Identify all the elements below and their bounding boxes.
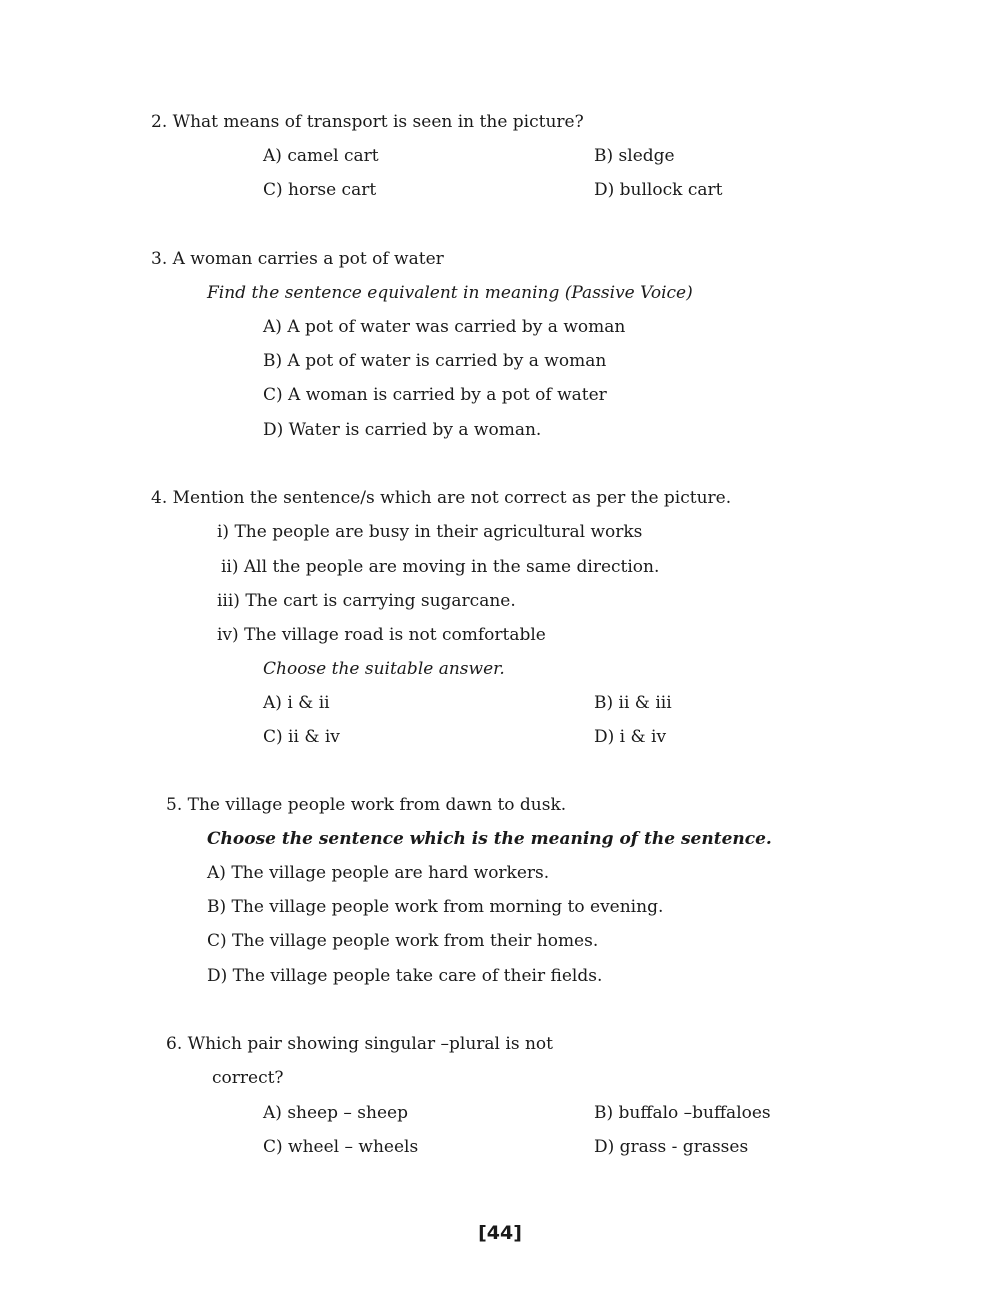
question-5-text: 5. The village people work from dawn to dusk. [166, 795, 567, 815]
q4-instruction: Choose the suitable answer. [263, 659, 505, 679]
q4-option-d[interactable]: D) i & iv [594, 727, 667, 747]
q5-option-d[interactable]: D) The village people take care of their fields. [207, 966, 603, 986]
q2-option-b[interactable]: B) sledge [594, 146, 675, 166]
question-3-text: 3. A woman carries a pot of water [151, 249, 444, 269]
q4-statement-iii: iii) The cart is carrying sugarcane. [217, 591, 516, 611]
q5-option-a[interactable]: A) The village people are hard workers. [207, 863, 550, 883]
question-6-text-continued: correct? [212, 1068, 284, 1088]
q4-option-b[interactable]: B) ii & iii [594, 693, 672, 713]
question-6-text: 6. Which pair showing singular –plural is not [166, 1034, 553, 1054]
q4-option-c[interactable]: C) ii & iv [263, 727, 340, 747]
q6-option-b[interactable]: B) buffalo –buffaloes [594, 1103, 771, 1123]
q6-option-d[interactable]: D) grass - grasses [594, 1137, 749, 1157]
q4-statement-iv: iv) The village road is not comfortable [217, 625, 546, 645]
q3-instruction: Find the sentence equivalent in meaning (Passive Voice) [207, 283, 693, 303]
q3-option-a[interactable]: A) A pot of water was carried by a woman [263, 317, 626, 337]
q2-option-c[interactable]: C) horse cart [263, 180, 377, 200]
q4-statement-i: i) The people are busy in their agricultural works [217, 522, 643, 542]
q2-option-d[interactable]: D) bullock cart [594, 180, 723, 200]
q6-option-c[interactable]: C) wheel – wheels [263, 1137, 419, 1157]
question-4-text: 4. Mention the sentence/s which are not correct as per the picture. [151, 488, 732, 508]
q5-instruction: Choose the sentence which is the meaning of the sentence. [207, 829, 772, 849]
question-2-text: 2. What means of transport is seen in the picture? [151, 112, 584, 132]
q3-option-c[interactable]: C) A woman is carried by a pot of water [263, 385, 607, 405]
page-number: [44] [478, 1222, 522, 1244]
q3-option-d[interactable]: D) Water is carried by a woman. [263, 420, 542, 440]
q5-option-c[interactable]: C) The village people work from their homes. [207, 931, 599, 951]
q5-option-b[interactable]: B) The village people work from morning to evening. [207, 897, 664, 917]
q3-option-b[interactable]: B) A pot of water is carried by a woman [263, 351, 607, 371]
q4-option-a[interactable]: A) i & ii [263, 693, 330, 713]
q4-statement-ii: ii) All the people are moving in the same direction. [221, 557, 660, 577]
q2-option-a[interactable]: A) camel cart [263, 146, 379, 166]
q6-option-a[interactable]: A) sheep – sheep [263, 1103, 408, 1123]
